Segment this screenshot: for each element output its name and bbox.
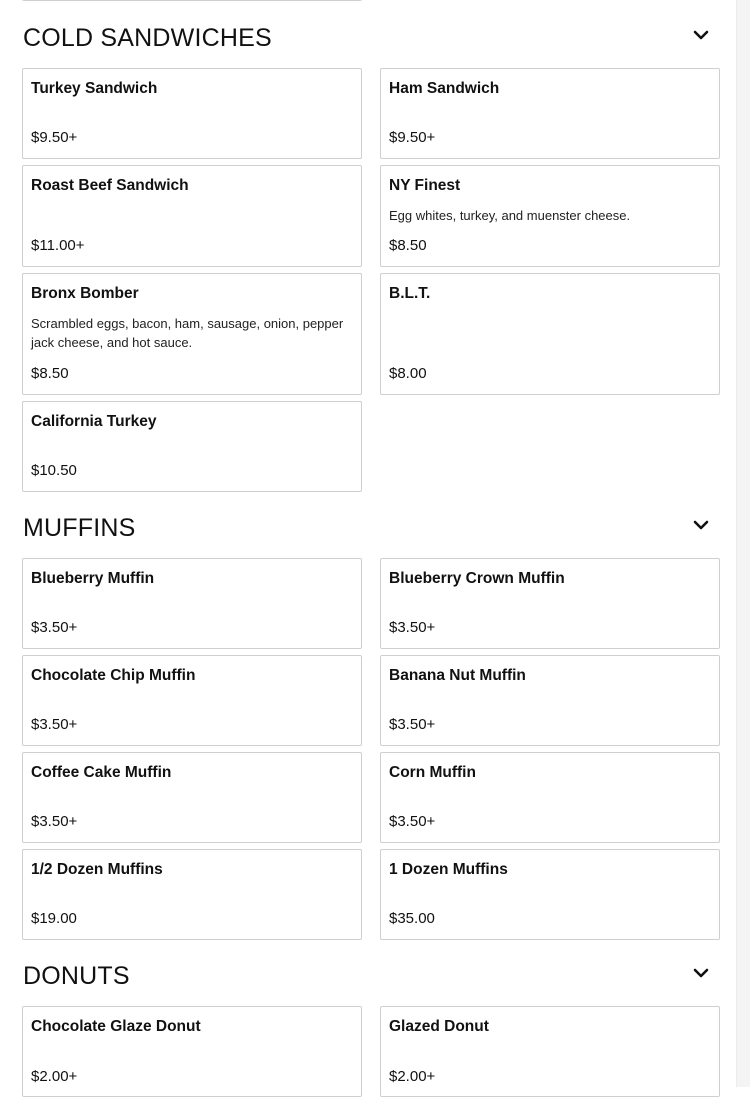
item-name: Bronx Bomber bbox=[31, 285, 139, 302]
item-name: B.L.T. bbox=[389, 285, 431, 302]
menu-item-card[interactable] bbox=[380, 558, 720, 649]
item-price: $2.00+ bbox=[31, 1068, 78, 1085]
item-name: Chocolate Chip Muffin bbox=[31, 667, 196, 684]
item-price: $9.50+ bbox=[389, 129, 436, 146]
item-name: Blueberry Crown Muffin bbox=[389, 570, 565, 587]
section-header-cold-sandwiches[interactable] bbox=[22, 21, 720, 55]
menu-item-card[interactable] bbox=[380, 165, 720, 267]
item-price: $2.00+ bbox=[389, 1068, 436, 1085]
menu-item-card[interactable] bbox=[22, 655, 362, 746]
section-title: COLD SANDWICHES bbox=[23, 24, 272, 52]
chevron-down-icon[interactable] bbox=[692, 966, 710, 980]
chevron-down-icon[interactable] bbox=[692, 28, 710, 42]
menu-item-card[interactable] bbox=[380, 273, 720, 395]
menu-item-card[interactable] bbox=[380, 655, 720, 746]
item-name: Turkey Sandwich bbox=[31, 80, 158, 97]
item-name: 1 Dozen Muffins bbox=[389, 861, 508, 878]
item-name: Roast Beef Sandwich bbox=[31, 177, 189, 194]
section-header-muffins[interactable] bbox=[22, 511, 720, 545]
menu-item-card[interactable] bbox=[380, 68, 720, 159]
item-name: 1/2 Dozen Muffins bbox=[31, 861, 163, 878]
item-price: $35.00 bbox=[389, 910, 435, 927]
item-name: Blueberry Muffin bbox=[31, 570, 155, 587]
section-header-donuts[interactable] bbox=[22, 959, 720, 993]
menu-item-card[interactable] bbox=[380, 752, 720, 843]
item-name: Chocolate Glaze Donut bbox=[31, 1018, 201, 1035]
menu-item-card[interactable] bbox=[22, 1006, 362, 1097]
item-name: Ham Sandwich bbox=[389, 80, 500, 97]
item-name: Corn Muffin bbox=[389, 764, 476, 781]
item-name: NY Finest bbox=[389, 177, 461, 194]
item-price: $3.50+ bbox=[389, 716, 436, 733]
item-price: $3.50+ bbox=[389, 813, 436, 830]
item-price: $19.00 bbox=[31, 910, 77, 927]
previous-item-card-edge bbox=[22, 0, 362, 1]
item-price: $3.50+ bbox=[31, 716, 78, 733]
item-price: $11.00+ bbox=[31, 237, 85, 254]
item-price: $8.50 bbox=[31, 365, 69, 382]
menu-item-card[interactable] bbox=[22, 752, 362, 843]
menu-item-card[interactable] bbox=[22, 165, 362, 267]
menu-item-card[interactable] bbox=[22, 849, 362, 940]
item-price: $9.50+ bbox=[31, 129, 78, 146]
item-price: $8.50 bbox=[389, 237, 427, 254]
item-price: $8.00 bbox=[389, 365, 427, 382]
menu-item-card[interactable] bbox=[22, 401, 362, 492]
section-title: DONUTS bbox=[23, 962, 130, 990]
item-price: $3.50+ bbox=[31, 619, 78, 636]
chevron-down-icon[interactable] bbox=[692, 518, 710, 532]
item-description: Egg whites, turkey, and muenster cheese. bbox=[389, 208, 631, 223]
menu-item-card[interactable] bbox=[22, 558, 362, 649]
section-title: MUFFINS bbox=[23, 514, 136, 542]
item-description: Scrambled eggs, bacon, ham, sausage, onion, pepper jack cheese, and hot sauce. bbox=[31, 316, 344, 350]
menu-item-card[interactable] bbox=[22, 68, 362, 159]
scrollbar-track[interactable] bbox=[736, 0, 750, 1087]
item-price: $3.50+ bbox=[31, 813, 78, 830]
menu-item-card[interactable] bbox=[22, 273, 362, 395]
item-name: Coffee Cake Muffin bbox=[31, 764, 172, 781]
item-name: Banana Nut Muffin bbox=[389, 667, 526, 684]
item-name: California Turkey bbox=[31, 413, 157, 430]
item-name: Glazed Donut bbox=[389, 1018, 489, 1035]
menu-item-card[interactable] bbox=[380, 849, 720, 940]
item-price: $3.50+ bbox=[389, 619, 436, 636]
item-price: $10.50 bbox=[31, 462, 77, 479]
menu-item-card[interactable] bbox=[380, 1006, 720, 1097]
